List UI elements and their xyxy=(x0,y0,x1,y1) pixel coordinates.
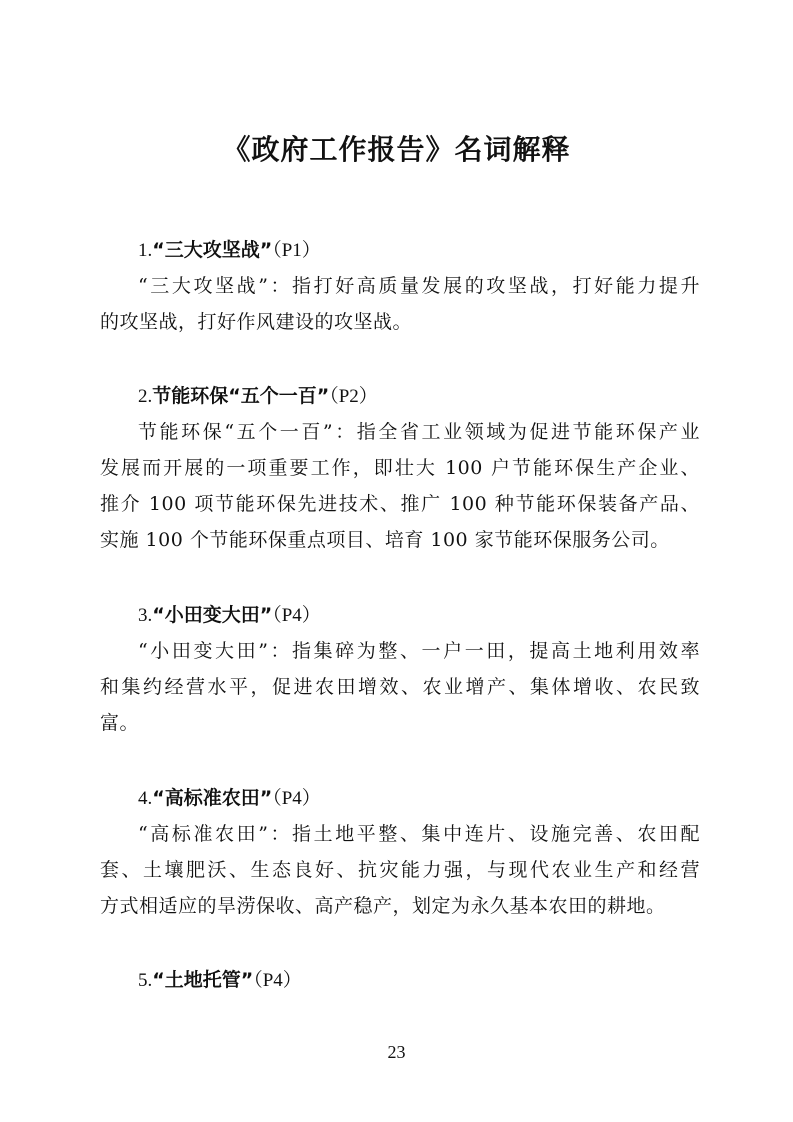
term-section-1 xyxy=(100,232,700,340)
definition-line: 方式相适应的旱涝保收、高产稳产，划定为永久基本农田的耕地。 xyxy=(100,895,666,917)
section-page-ref: （P1） xyxy=(272,240,321,261)
section-page-ref: （P4） xyxy=(272,605,321,626)
section-number: 5. xyxy=(138,970,153,991)
section-term: “高标准农田” xyxy=(152,787,273,809)
definition-line: “高标准农田”：指土地平整、集中连片、设施完善、农田配 xyxy=(138,823,700,845)
definition-line: 实施 100 个节能环保重点项目、培育 100 家节能环保服务公司。 xyxy=(100,529,670,551)
term-section-4 xyxy=(100,780,700,924)
page-number: 23 xyxy=(387,1042,406,1062)
section-page-ref: （P4） xyxy=(253,970,302,991)
definition-line: 节能环保“五个一百”：指全省工业领域为促进节能环保产业 xyxy=(138,421,700,443)
definition-line: 和集约经营水平，促进农田增效、农业增产、集体增收、农民致 xyxy=(100,676,700,698)
section-number: 4. xyxy=(138,788,153,809)
definition-line: 套、土壤肥沃、生态良好、抗灾能力强，与现代农业生产和经营 xyxy=(100,859,700,881)
definition-line: 推介 100 项节能环保先进技术、推广 100 种节能环保装备产品、 xyxy=(100,493,700,515)
section-page-ref: （P4） xyxy=(272,788,321,809)
page-title: 《政府工作报告》名词解释 xyxy=(222,133,571,166)
section-heading xyxy=(100,597,700,633)
section-heading xyxy=(100,232,700,268)
section-number: 1. xyxy=(138,240,153,261)
definition-line: “小田变大田”：指集碎为整、一户一田，提高土地利用效率 xyxy=(138,640,700,662)
section-term: “小田变大田” xyxy=(152,604,273,626)
definition-line: 富。 xyxy=(100,712,140,734)
section-term: 节能环保“五个一百” xyxy=(152,385,330,407)
section-number: 2. xyxy=(138,386,153,407)
term-section-3 xyxy=(100,597,700,741)
section-page-ref: （P2） xyxy=(329,386,378,407)
definition-line: “三大攻坚战”：指打好高质量发展的攻坚战，打好能力提升 xyxy=(138,275,700,297)
definition-line: 的攻坚战，打好作风建设的攻坚战。 xyxy=(100,311,413,333)
definition-line: 发展而开展的一项重要工作，即壮大 100 户节能环保生产企业、 xyxy=(100,457,700,479)
section-heading xyxy=(100,962,700,998)
section-number: 3. xyxy=(138,605,153,626)
section-term: “土地托管” xyxy=(152,969,254,991)
section-term: “三大攻坚战” xyxy=(152,239,273,261)
term-section-2 xyxy=(100,378,700,558)
section-heading xyxy=(100,378,700,414)
section-heading xyxy=(100,780,700,816)
term-section-5 xyxy=(100,962,700,998)
